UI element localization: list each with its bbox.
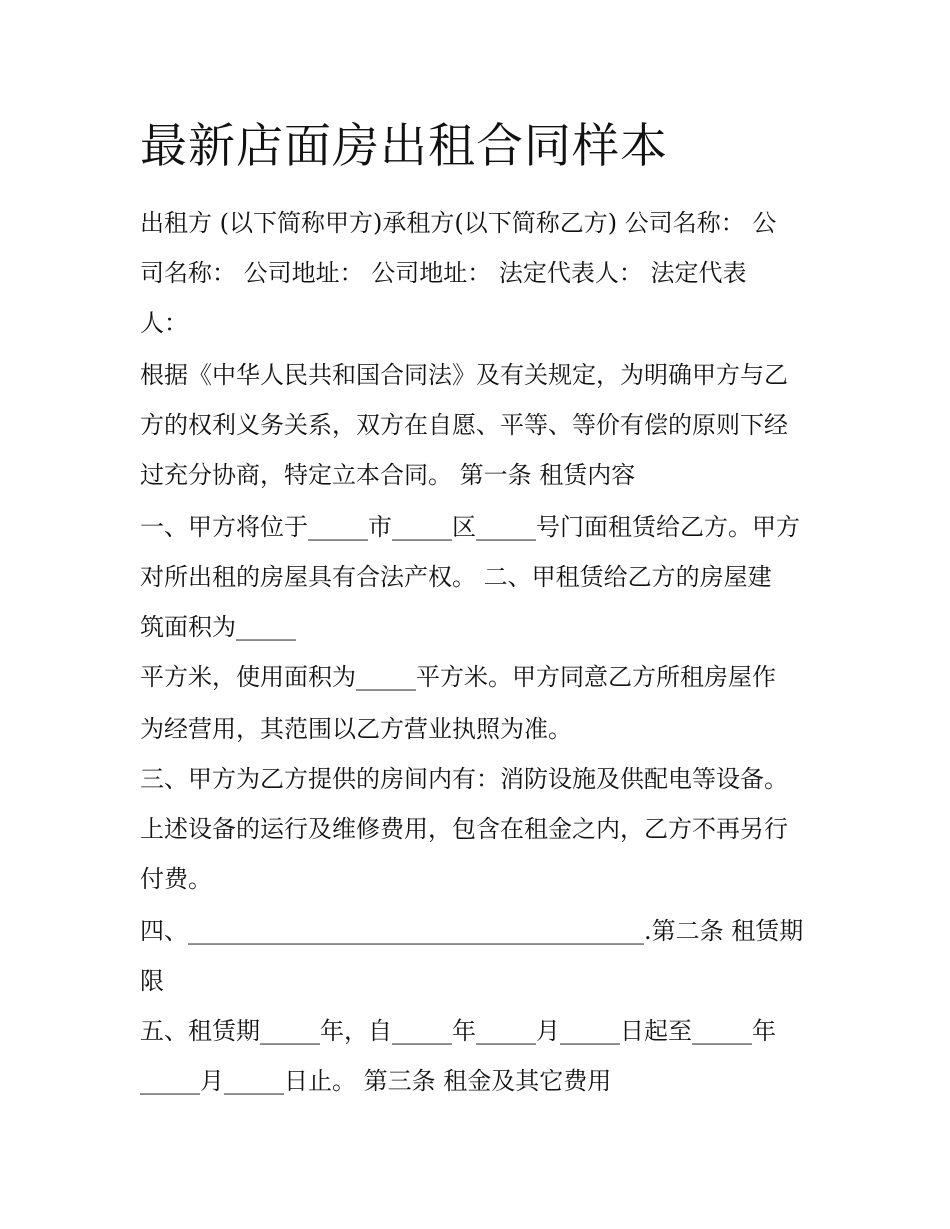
text-line: 一、甲方将位于_____市_____区_____号门面租赁给乙方。甲方 — [140, 513, 800, 541]
text-line: 根据《中华人民共和国合同法》及有关规定，为明确甲方与乙 — [140, 361, 788, 389]
text-line: 司名称： 公司地址： 公司地址： 法定代表人： 法定代表 — [140, 259, 747, 287]
text-line: 人： — [140, 309, 188, 337]
text-line: 限 — [140, 967, 164, 995]
text-line: 出租方 (以下简称甲方)承租方(以下简称乙方) 公司名称： 公 — [140, 209, 777, 237]
text-line: 对所出租的房屋具有合法产权。 二、甲租赁给乙方的房屋建 — [140, 563, 772, 591]
text-line: 五、租赁期_____年，自_____年_____月_____日起至_____年 — [140, 1017, 776, 1045]
document-title: 最新店面房出租合同样本 — [140, 119, 668, 174]
text-line: 三、甲方为乙方提供的房间内有：消防设施及供配电等设备。 — [140, 765, 788, 793]
text-line: _____月_____日止。 第三条 租金及其它费用 — [140, 1067, 612, 1095]
text-line: 筑面积为_____ — [140, 613, 296, 641]
text-line: 平方米，使用面积为_____平方米。甲方同意乙方所租房屋作 — [140, 663, 776, 691]
text-line: 方的权利义务关系，双方在自愿、平等、等价有偿的原则下经 — [140, 411, 788, 439]
text-line: 付费。 — [140, 865, 212, 893]
text-line: 四、______________________________________.第二条 租赁期 — [140, 917, 804, 945]
text-line: 过充分协商，特定立本合同。 第一条 租赁内容 — [140, 461, 636, 489]
text-line: 上述设备的运行及维修费用，包含在租金之内，乙方不再另行 — [140, 815, 788, 843]
text-line: 为经营用，其范围以乙方营业执照为准。 — [140, 715, 572, 743]
